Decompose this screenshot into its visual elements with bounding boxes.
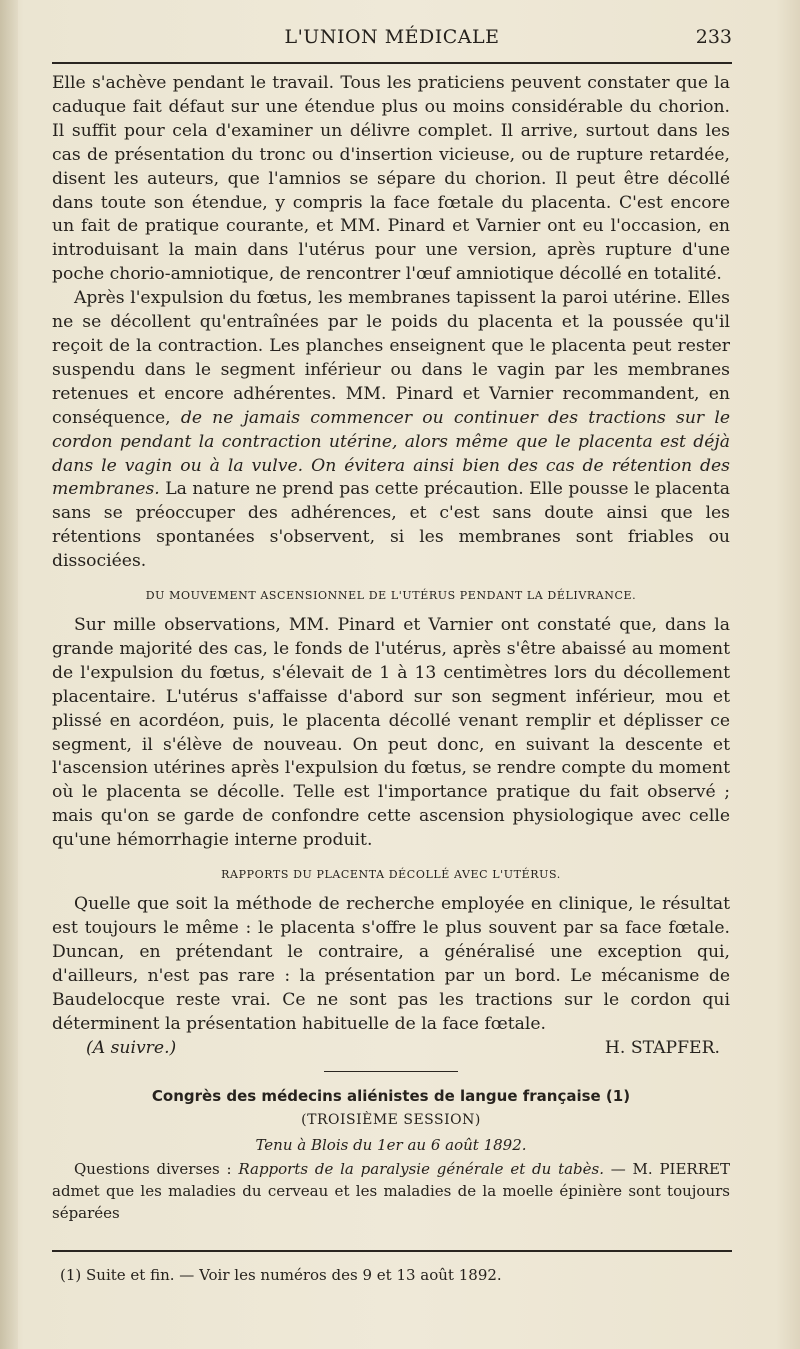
article-body bbox=[52, 72, 730, 1224]
signature-line bbox=[52, 1037, 730, 1061]
congress-paragraph bbox=[52, 1158, 730, 1224]
continuation-note: (A suivre.) bbox=[86, 1037, 177, 1058]
paragraph-2-italic-recommendation: de ne jamais commencer ou continuer des tractions sur le cordon pendant la contraction utérine, alors même que le placenta est déjà dans le vagin ou à la vulve. On évitera ainsi bien des cas de rétention des membranes. bbox=[52, 407, 730, 500]
congress-session: (TROISIÈME SESSION) bbox=[301, 1112, 481, 1129]
congress-date: Tenu à Blois du 1er au 6 août 1892. bbox=[255, 1136, 527, 1155]
page-number: 233 bbox=[695, 26, 732, 48]
paragraph-1: Elle s'achève pendant le travail. Tous les praticiens peuvent constater que la caduque fait défaut sur une étendue plus ou moins considérable du chorion. Il suffit pour cela d'examiner un délivre complet. Il arrive, surtout dans les cas de présentation du tronc ou d'insertion vicieuse, ou de rupture retardée, disent les auteurs, que l'amnios se sépare du chorion. Il peut être décollé dans toute son étendue, y compris la face fœtale du placenta. C'est encore un fait de pratique courante, et MM. Pinard et Varnier ont eu l'occasion, en introduisant la main dans l'utérus pour une version, après rupture d'une poche chorio-amniotique, de rencontrer l'œuf amniotique décollé en totalité. bbox=[52, 73, 730, 285]
author-signature: H. STAPFER. bbox=[604, 1037, 720, 1058]
paragraph-4: Quelle que soit la méthode de recherche employée en clinique, le résultat est toujours le même : le placenta s'offre le plus souvent par sa face fœtale. Duncan, en prétendant le contraire, a généralisé une exception qui, d'ailleurs, n'est pas rare : la présentation par un bord. Le mécanisme de Baudelocque reste vrai. Ce ne sont pas les tractions sur le cordon qui déterminent la présentation habituelle de la face fœtale. bbox=[52, 894, 730, 1034]
paragraph-2-text-b: La nature ne prend pas cette précaution. Elle pousse le placenta sans se préoccuper des adhérences, et c'est sans doute ainsi que les rétentions spontanées s'observent, si les membranes sont friables ou dissociées. bbox=[52, 479, 730, 572]
congress-topic-italic: Rapports de la paralysie générale et du tabès. bbox=[238, 1160, 604, 1179]
footnote: (1) Suite et fin. — Voir les numéros des 9 et 13 août 1892. bbox=[60, 1266, 502, 1284]
page-binding-edge bbox=[0, 0, 18, 1349]
congress-text-rest: — M. PIERRET admet que les maladies du cerveau et les maladies de la moelle épinière sont toujours séparées bbox=[52, 1160, 730, 1223]
running-title: L'UNION MÉDICALE bbox=[284, 26, 500, 48]
section-divider bbox=[324, 1071, 458, 1072]
section-heading-placenta-relations: RAPPORTS DU PLACENTA DÉCOLLÉ AVEC L'UTÉRUS. bbox=[221, 868, 561, 882]
paragraph-2 bbox=[52, 287, 730, 574]
section-heading-uterine-ascension: DU MOUVEMENT ASCENSIONNEL DE L'UTÉRUS PENDANT LA DÉLIVRANCE. bbox=[145, 589, 637, 603]
congress-title: Congrès des médecins aliénistes de langue française (1) bbox=[151, 1087, 631, 1106]
page-header bbox=[52, 26, 732, 60]
header-rule bbox=[52, 62, 732, 64]
paragraph-2-text-a: Après l'expulsion du fœtus, les membranes tapissent la paroi utérine. Elles ne se décollent qu'entraînées par le poids du placenta et la poussée qu'il reçoit de la contraction. Les planches enseignent que le placenta peut rester suspendu dans le segment inférieur ou dans le vagin par les membranes retenues et encore adhérentes. MM. Pinard et Varnier recommandent, en conséquence, bbox=[52, 288, 730, 428]
footnote-rule bbox=[52, 1250, 732, 1252]
congress-text-prefix: Questions diverses : bbox=[74, 1160, 239, 1179]
paragraph-3: Sur mille observations, MM. Pinard et Varnier ont constaté que, dans la grande majorité des cas, le fonds de l'utérus, après s'être abaissé au moment de l'expulsion du fœtus, s'élevait de 1 à 13 centimètres lors du décollement placentaire. L'utérus s'affaisse d'abord sur son segment inférieur, mou et plissé en acordéon, puis, le placenta décollé venant remplir et déplisser ce segment, il s'élève de nouveau. On peut donc, en suivant la descente et l'ascension utérines après l'expulsion du fœtus, se rendre compte du moment où le placenta se décolle. Telle est l'importance pratique du fait observé ; mais qu'on se garde de confondre cette ascension physiologique avec celle qu'une hémorrhagie interne produit. bbox=[52, 615, 730, 851]
